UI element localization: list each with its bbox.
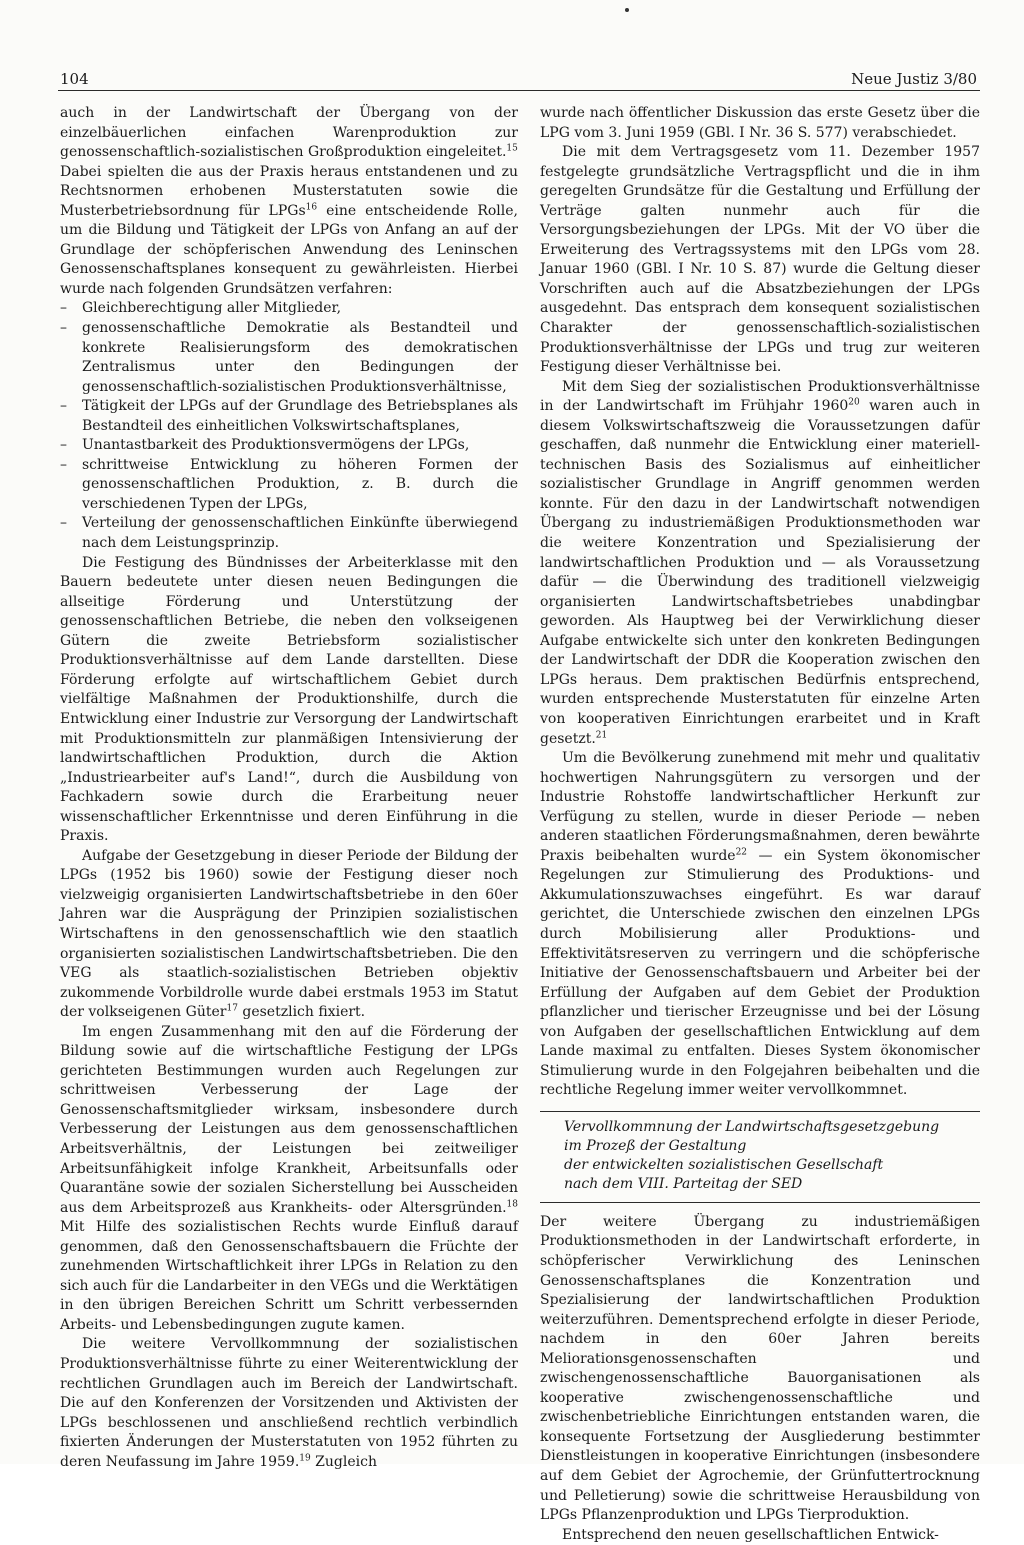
footnote-marker: 21 <box>595 729 608 740</box>
page-number: 104 <box>60 70 89 88</box>
header-rule <box>58 90 980 91</box>
footnote-marker: 19 <box>299 1453 311 1464</box>
footnote-marker: 20 <box>848 397 860 408</box>
list-item: – schrittweise Entwicklung zu höheren Formen der genossenschaftlichen Produktion, z. B. durch die verschiedenen Typen der LPGs, <box>60 456 518 515</box>
paragraph: Im engen Zusammenhang mit den auf die Förderung der Bildung sowie auf die wirtschaftliche Festigung der LPGs gerichteten Bestimmungen wurden auch Regelungen zur schrittweisen Verbesserung der Lage der Genossenschaftsmitglieder wirksam, insbesondere durch Verbesserung der Leistungen aus dem genossenschaftlichen Arbeitsverhältnis, der Leistungen bei zeitweiliger Arbeitsunfähigkeit infolge Krankheit, Arbeitsunfalls oder Quarantäne sowie der sozialen Sicherstellung bei Ausscheiden aus dem Arbeitsprozeß aus Krankheits- oder Altersgründen.$^{18}$ Mit Hilfe des sozialistischen Rechts wurde Einfluß darauf genommen, daß den Genossenschaftsbauern die Früchte der zunehmenden Wirtschaftlichkeit ihrer LPGs in Relation zu den sich auch für die Landarbeiter in den VEGs und die Werktätigen in den übrigen Bereichen Schritt um Schritt verbessernden Arbeits- und Lebensbedingungen zugute kamen. <box>60 1023 518 1333</box>
footnote-marker: 15 <box>506 143 518 154</box>
footnote-marker: 16 <box>305 202 318 213</box>
paragraph: Der weitere Übergang zu industriemäßigen Produktionsmethoden in der Landwirtschaft erforderte, in schöpferischer Verwirklichung des Leninschen Genossenschaftsplanes die Konzentration und Spezialisierung der landwirtschaftlichen Produktion weiterzuführen. Dementsprechend erfolgte in dieser Periode, nachdem in den 60er Jahren bereits Meliorationsgenossenschaften und zwischengenossenschaftliche Bauorganisationen als kooperative zwischengenossenschaftliche und zwischenbetriebliche Einrichtungen entstanden waren, die konsequente Fortsetzung der Ausgliederung bestimmter Dienstleistungen in kooperative Einrichtungen (insbesondere auf dem Gebiet der Agrochemie, der Grünfuttertrocknung und Pelletierung) sowie die schrittweise Herausbildung von LPGs Pflanzenproduktion und LPGs Tierproduktion. <box>540 1213 980 1524</box>
right-column <box>540 104 980 1545</box>
footnote-marker: 22 <box>735 847 748 858</box>
paragraph: Die mit dem Vertragsgesetz vom 11. Dezember 1957 festgelegte grundsätzliche Vertragspflicht und die in ihm geregelten Grundsätze für die Gestaltung und Erfüllung der Verträge galten nunmehr auch für die Versorgungsbeziehungen der LPGs. Mit der VO über die Erweiterung des Vertragssystems mit den LPGs vom 28. Januar 1960 (GBl. I Nr. 10 S. 87) wurde die Geltung dieser Vorschriften auch auf die Absatzbeziehungen der LPGs ausgedehnt. Das entsprach dem konsequent sozialistischen Charakter der genossenschaftlich-sozialistischen Produktionsverhältnisse der LPGs und trug zur weiteren Festigung dieser Verhältnisse bei. <box>540 144 980 376</box>
list-item: – genossenschaftliche Demokratie als Bestandteil und konkrete Realisierungsform des demokratischen Zentralismus unter den Bedingungen der genossenschaftlich-sozialistischen Produktionsverhältnisse, <box>60 319 518 397</box>
list-item: – Tätigkeit der LPGs auf der Grundlage des Betriebsplanes als Bestandteil des einheitlichen Volkswirtschaftsplanes, <box>60 397 518 436</box>
paragraph: Aufgabe der Gesetzgebung in dieser Periode der Bildung der LPGs (1952 bis 1960) sowie der Festigung dieser noch vielzweigig organisierten Landwirtschaftsbetriebe in den 60er Jahren war die Ausprägung der Prinzipien sozialistischen Wirtschaftens in den genossenschaftlich wie den staatlich organisierten sozialistischen Landwirtschaftsbetrieben. Die den VEG als staatlich-sozialistischen Betrieben objektiv zukommende Vorbildrolle wurde dabei erstmals 1953 im Statut der volkseigenen Güter$^{17}$ gesetzlich fixiert. <box>60 847 518 1021</box>
footnote-marker: 17 <box>226 1003 238 1014</box>
journal-reference: Neue Justiz 3/80 <box>851 70 977 88</box>
page-speck <box>625 8 629 12</box>
footnote-marker: 18 <box>506 1198 518 1209</box>
paragraph: auch in der Landwirtschaft der Übergang von der einzelbäuerlichen einfachen Warenproduktion zur genossenschaftlich-sozialistischen Großproduktion eingeleitet.$^{15}$ <box>60 105 518 161</box>
section-heading: Vervollkommnung der Landwirtschaftsgesetzgebung im Prozeß der Gestaltung der entwickelten sozialistischen Gesellschaft nach dem VIII. Parteitag der SED <box>564 1118 940 1192</box>
paragraph: wurde nach öffentlicher Diskussion das erste Gesetz über die LPG vom 3. Juni 1959 (GBl. I Nr. 36 S. 577) verabschiedet. <box>540 105 980 141</box>
paragraph: Um die Bevölkerung zunehmend mit mehr und qualitativ hochwertigen Nahrungsgütern zu versorgen und der Industrie Rohstoffe landwirtschaftlicher Herkunft zur Verfügung zu stellen, wurde in dieser Periode — neben anderen staatlichen Förderungsmaßnahmen, deren bewährte Praxis beibehalten wurde$^{22}$ — ein System ökonomischer Regelungen zur Stimulierung des Produktions- und Akkumulationszuwachses eingeführt. Es war darauf gerichtet, die Unterschiede zwischen den einzelnen LPGs durch Mobilisierung aller Produktions- und Effektivitätsreserven zu verringern und die schöpferische Initiative der Genossenschaftsbauern und Arbeiter bei der Erfüllung der Aufgaben auf dem Gebiet der Produktion pflanzlicher und tierischer Erzeugnisse und bei der Lösung von Aufgaben der gesellschaftlichen Entwicklung auf dem Lande maximal zu entfalten. Dieses System ökonomischer Stimulierung wurde in den Folgejahren beibehalten und die rechtliche Regelung immer weiter vervollkommnet. <box>540 750 980 1099</box>
list-item: – Verteilung der genossenschaftlichen Einkünfte überwiegend nach dem Leistungsprinzip. <box>60 514 518 553</box>
principles-list <box>60 299 518 553</box>
list-item: – Gleichberechtigung aller Mitglieder, <box>60 299 518 319</box>
section-heading-box <box>540 1111 980 1203</box>
paragraph: Entsprechend den neuen gesellschaftlichen Entwick- <box>562 1526 939 1543</box>
paragraph: Die weitere Vervollkommnung der sozialistischen Produktionsverhältnisse führte zu einer Weiterentwicklung der rechtlichen Grundlagen auch im Bereich der Landwirtschaft. Die auf den Konferenzen der Vorsitzenden und Aktivisten der LPGs beschlossenen und anschließend rechtlich verbindlich fixierten Änderungen der Musterstatuten von 1952 führten zu deren Neufassung im Jahre 1959.19 Zugleich <box>60 1336 518 1470</box>
left-column <box>60 104 518 1472</box>
paragraph: Mit dem Sieg der sozialistischen Produktionsverhältnisse in der Landwirtschaft im Frühjahr 1960$^{20}$ waren auch in diesem Volkswirtschaftszweig die Voraussetzungen dafür geschaffen, daß nunmehr die Entwicklung einer materiell-technischen Basis des Sozialismus auf einheitlicher sozialistischer Grundlage in Angriff genommen werden konnte. Für den dazu in der Landwirtschaft notwendigen Übergang zu industriemäßigen Produktionsmethoden war die weitere Konzentration und Spezialisierung der landwirtschaftlichen Produktion und — als Voraussetzung dafür — die Überwindung des traditionell vielzweigig organisierten Landwirtschaftsbetriebes unabdingbar geworden. Als Hauptweg bei der Verwirklichung dieser Aufgabe entwickelte sich unter den konkreten Bedingungen der Landwirtschaft der DDR die Kooperation zwischen den LPGs heraus. Dem praktischen Bedürfnis entsprechend, wurden entsprechende Musterstatuten für einzelne Arten von kooperativen Einrichtungen erarbeitet und in Kraft gesetzt.$^{21}$ <box>540 378 981 747</box>
paragraph: Die Festigung des Bündnisses der Arbeiterklasse mit den Bauern bedeutete unter diesen neuen Bedingungen die allseitige Förderung und Unterstützung der genossenschaftlichen Betriebe, die neben den volkseigenen Gütern die zweite Betriebsform sozialistischer Produktionsverhältnisse auf dem Lande darstellten. Diese Förderung erfolgte auf wirtschaftlichem Gebiet durch vielfältige Maßnahmen der Produktionshilfe, durch die Entwicklung einer Industrie zur Versorgung der Landwirtschaft mit Produktionsmitteln zur planmäßigen Intensivierung der landwirtschaftlichen Produktion, durch die Aktion „Industriearbeiter auf's Land!“, durch die Ausbildung von Fachkadern sowie durch die Erarbeitung neuer wissenschaftlicher Erkenntnisse und deren Einführung in die Praxis. <box>60 554 518 845</box>
paragraph: Dabei spielten die aus der Praxis heraus entstandenen und zu Rechtsnormen erhobenen Musterstatuten sowie die Musterbetriebsordnung für LPGs$^{16}$ eine entscheidende Rolle, um die Bildung und Tätigkeit der LPGs von Anfang an auf der Grundlage der schöpferischen Anwendung des Leninschen Genossenschaftsplanes konsequent zu gewährleisten. Hierbei wurde nach folgenden Grundsätzen verfahren: <box>60 163 518 297</box>
list-item: – Unantastbarkeit des Produktionsvermögens der LPGs, <box>60 436 518 456</box>
